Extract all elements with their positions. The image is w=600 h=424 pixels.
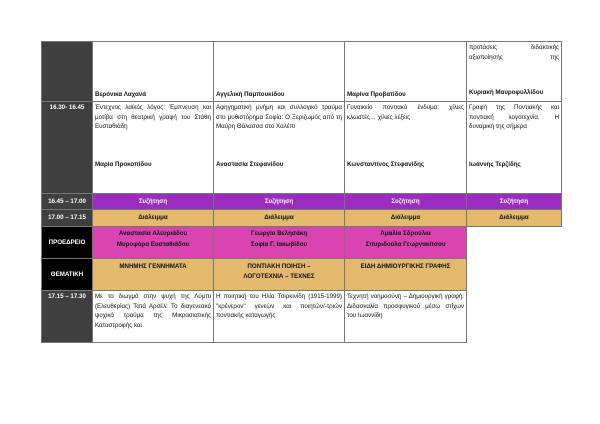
theme-cell: ΜΝΗΜΗΣ ΓΕΝΝΗΜΑΤΑ [93, 259, 214, 291]
speaker-name: Κωνσταντίνος Στεφανίδης [347, 161, 425, 168]
chair-name: Αμαλία Σδρούλια [380, 230, 431, 237]
talk-cell [345, 102, 467, 194]
table-row [42, 42, 562, 102]
break-cell: Διάλειμμα [345, 210, 467, 227]
speaker-name: Κυριακή Μαυροφυλλίδου [469, 89, 544, 97]
talk-cell [93, 102, 214, 194]
time-cell: 17.00 – 17.15 [42, 210, 93, 227]
table-row [42, 291, 562, 343]
speaker-name: Μαρίνα Προβατίδου [347, 91, 406, 99]
break-cell: Διάλειμμα [467, 210, 562, 227]
talk-title: Τεχνητή νοημοσύνη – Δημιουργική γραφή: Διδασκαλία προσφυγικού μέσω στίχων του Ιωαννίδη [345, 291, 467, 343]
chair-name: Σπυριδούλα Γεωργακίτσου [365, 241, 446, 248]
talk-title: Γραφή της Ποντιακής και ποντιακή λογοτεχνία. Η δυναμική της σήμερα [469, 104, 559, 131]
chair-name: Σοφία Γ. Ιακωβίδου [250, 241, 308, 248]
chair-cell [93, 227, 214, 259]
discussion-cell: Συζήτηση [467, 194, 562, 210]
theme-cell: ΕΙΔΗ ΔΗΜΙΟΥΡΓΙΚΗΣ ΓΡΑΦΗΣ [345, 259, 467, 291]
discussion-cell: Συζήτηση [345, 194, 467, 210]
speaker-cell [93, 42, 214, 102]
speaker-name: Μαρία Προκοπίδου [95, 161, 152, 168]
time-cell: 16.45 – 17.00 [42, 194, 93, 210]
conference-schedule-table [41, 41, 562, 343]
theme-label: ΘΕΜΑΤΙΚΗ [42, 259, 93, 291]
theme-cell: ΠΟΝΤΙΑΚΗ ΠΟΙΗΣΗ – ΛΟΓΟΤΕΧΝΙΑ – ΤΕΧΝΕΣ [214, 259, 345, 291]
talk-title: Έντεχνος λαϊκός λόγος: Έμπνευση και μοτίβα στη θεατρική γραφή του Στάθη Ευσταθιάδη [95, 104, 211, 131]
time-cell [42, 42, 93, 102]
table-row [42, 102, 562, 194]
chair-name: Αναστασία Αλευριάδου [118, 230, 188, 237]
talk-title: Η ποιητική του Ηλία Τσιρκινίδη (1915-1999) "κρένερον" γενεών και ποιητών/-τριών ποντιακής καταγωγής [214, 291, 345, 343]
discussion-cell: Συζήτηση [214, 194, 345, 210]
speaker-name: Αναστασία Στεφανίδου [216, 161, 284, 168]
talk-title: Με το διωγμό στην ψυχή της Λύμπι (Ελευθερίας) Τατά Αρσέλ: Το διαγενεακό ψυχικό τραύμα της Μικρασιατικής Καταστροφής και [93, 291, 214, 343]
talk-cell [467, 102, 562, 194]
talk-cell [214, 102, 345, 194]
speaker-cell [345, 42, 467, 102]
talk-title: Αφηγηματική μνήμη και συλλογικό τραύμα στο μυθιστόρημα Σοφία: Ο Ξεριζωμός από τη Μαύρη Θάλασσα στο Χαλέπι [216, 104, 342, 131]
time-cell: 16.30- 16.45 [42, 102, 93, 194]
chair-name: Μυροφόρα Ευσταθιάδου [116, 241, 190, 248]
discussion-cell: Συζήτηση [93, 194, 214, 210]
speaker-name: Ιωάννης Τερζίδης [469, 161, 521, 168]
table-row [42, 210, 562, 227]
table-row [42, 194, 562, 210]
chair-cell [214, 227, 345, 259]
break-cell: Διάλειμμα [214, 210, 345, 227]
chair-label: ΠΡΟΕΔΡΕΙΟ [42, 227, 93, 259]
empty-cell [467, 259, 562, 291]
time-cell: 17.15 – 17.30 [42, 291, 93, 343]
chair-cell [345, 227, 467, 259]
speaker-cell [214, 42, 345, 102]
speaker-cell [467, 42, 562, 102]
speaker-name: Βερόνικα Λαχανά [95, 91, 147, 99]
table-row [42, 227, 562, 259]
chair-name: Γεωργία Βελησάκη [250, 230, 308, 237]
empty-cell [467, 227, 562, 259]
speaker-name: Αγγελική Παμπουκίδου [216, 91, 285, 99]
talk-title: Γυναικείο ποντιακό ένδυμα: χίλιες κλωστές… χίλιες λέξεις [347, 104, 464, 121]
table-row [42, 259, 562, 291]
break-cell: Διάλειμμα [93, 210, 214, 227]
empty-cell [467, 291, 562, 343]
talk-title: προτάσεις διδακτικής αξιοποίησής της [469, 44, 559, 61]
